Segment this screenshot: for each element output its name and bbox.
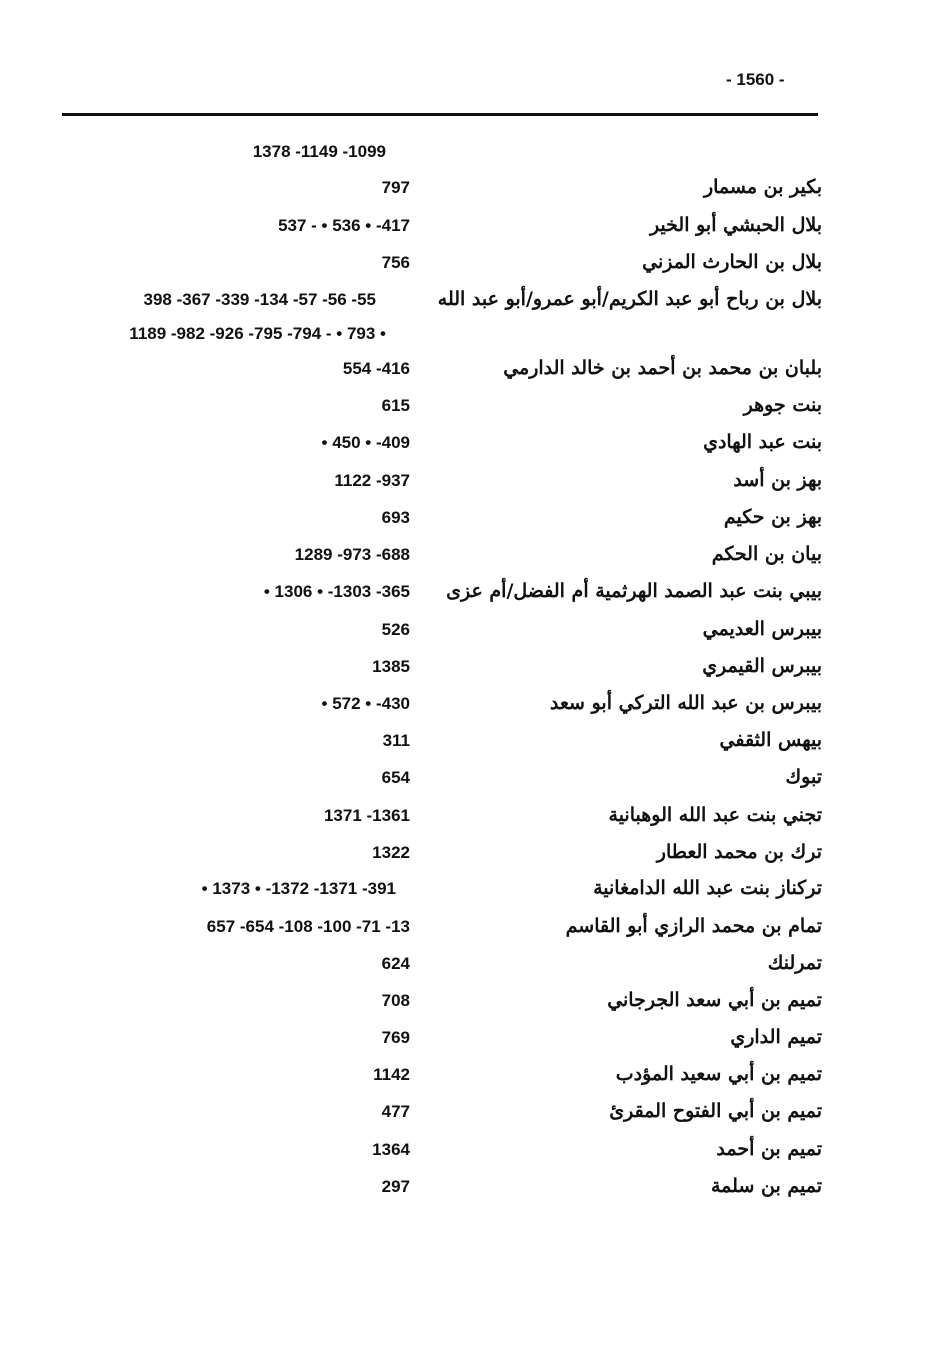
entry-pages: 769 xyxy=(381,1028,410,1047)
entry-name: بنت عبد الهادي xyxy=(703,431,822,453)
entry-pages: 1189 -982 -926 -795 -794 - • 793 • xyxy=(129,324,386,343)
entry-pages: 654 xyxy=(381,768,410,787)
entry-pages: • 1306 • -1303 -365 xyxy=(263,582,410,601)
entry-pages: 657 -654 -108 -100 -71 -13 xyxy=(206,917,410,936)
entry-name: تمام بن محمد الرازي أبو القاسم xyxy=(565,915,822,937)
entry-name: بلبان بن محمد بن أحمد بن خالد الدارمي xyxy=(503,357,822,379)
entry-pages: 1122 -937 xyxy=(334,471,410,490)
entry-name: تجني بنت عبد الله الوهبانية xyxy=(608,804,822,826)
entry-name: بيهس الثقفي xyxy=(719,729,822,751)
entry-pages: 1142 xyxy=(373,1065,410,1084)
entry-name: بيبي بنت عبد الصمد الهرثمية أم الفضل/أم عزى xyxy=(446,580,822,602)
entry-pages: 1378 -1149 -1099 xyxy=(252,142,386,161)
entry-name: تركناز بنت عبد الله الدامغانية xyxy=(593,877,822,899)
entry-name: تميم بن أبي الفتوح المقرئ xyxy=(609,1100,822,1122)
entry-pages: • 1373 • -1372 -1371 -391 xyxy=(201,879,396,898)
entry-name: بيان بن الحكم xyxy=(711,543,822,565)
entry-pages: 477 xyxy=(381,1102,410,1121)
entry-name: بيبرس بن عبد الله التركي أبو سعد xyxy=(549,692,822,714)
entry-pages: 693 xyxy=(381,508,410,527)
entry-name: تبوك xyxy=(785,766,822,788)
entry-name: تميم بن أحمد xyxy=(716,1138,822,1160)
entry-pages: 624 xyxy=(381,954,410,973)
entry-name: تميم بن أبي سعد الجرجاني xyxy=(607,989,822,1011)
entry-pages: 554 -416 xyxy=(342,359,410,378)
entry-name: بلال بن رباح أبو عبد الكريم/أبو عمرو/أبو عبد الله xyxy=(437,288,822,310)
entry-pages: 756 xyxy=(381,253,410,272)
entry-pages: 1364 xyxy=(372,1140,410,1159)
entry-pages: 1322 xyxy=(372,843,410,862)
page-number: - 1560 - xyxy=(726,70,785,89)
entry-name: بلال بن الحارث المزني xyxy=(642,251,822,273)
entry-pages: 398 -367 -339 -134 -57 -56 -55 xyxy=(143,290,376,309)
entry-pages: 1371 -1361 xyxy=(323,806,410,825)
entry-name: بكير بن مسمار xyxy=(703,176,822,198)
entry-name: بهز بن أسد xyxy=(733,469,822,491)
entry-pages: 311 xyxy=(382,731,410,750)
entry-pages: 615 xyxy=(381,396,410,415)
entry-name: بلال الحبشي أبو الخير xyxy=(649,214,822,236)
entry-name: ترك بن محمد العطار xyxy=(656,841,822,863)
entry-name: بيبرس العديمي xyxy=(702,618,822,640)
header-rule xyxy=(62,113,818,116)
entry-name: تميم الداري xyxy=(730,1026,822,1048)
entry-name: تمرلنك xyxy=(767,952,822,974)
entry-pages: • 450 • -409 xyxy=(321,433,410,452)
entry-name: بهز بن حكيم xyxy=(723,506,822,528)
entry-pages: 297 xyxy=(381,1177,410,1196)
entry-pages: 1385 xyxy=(372,657,410,676)
entry-pages: 708 xyxy=(381,991,410,1010)
entry-pages: • 572 • -430 xyxy=(321,694,410,713)
entry-name: تميم بن سلمة xyxy=(710,1175,822,1197)
entry-pages: 537 - • 536 • -417 xyxy=(278,216,410,235)
entry-name: بيبرس القيمري xyxy=(702,655,822,677)
entry-pages: 526 xyxy=(381,620,410,639)
entry-pages: 797 xyxy=(381,178,410,197)
entry-name: تميم بن أبي سعيد المؤدب xyxy=(615,1063,822,1085)
entry-name: بنت جوهر xyxy=(743,394,822,416)
entry-pages: 1289 -973 -688 xyxy=(294,545,410,564)
